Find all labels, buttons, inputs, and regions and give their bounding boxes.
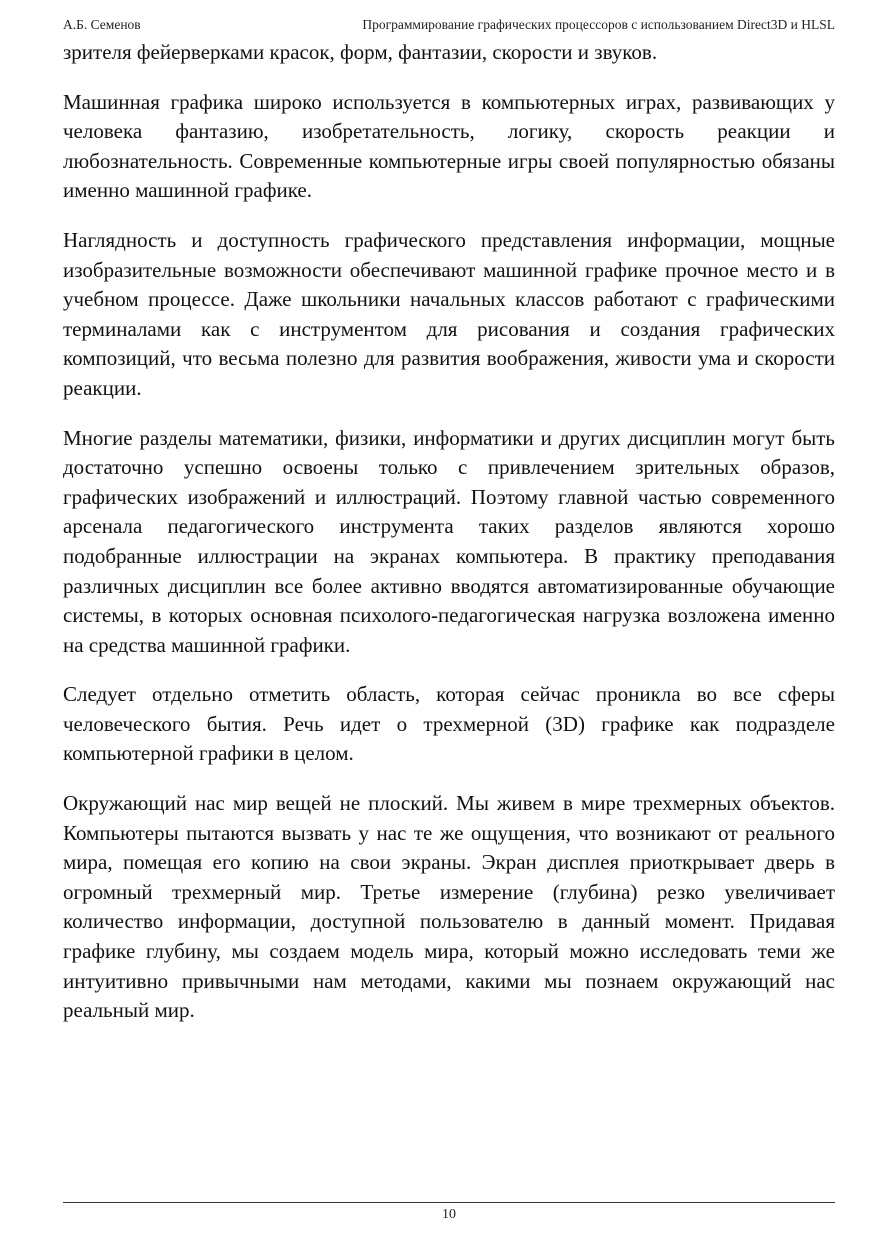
paragraph: Окружающий нас мир вещей не плоский. Мы живем в мире трехмерных объектов. Компьютеры пытаются вызвать у нас те же ощущения, что возникают от реального мира, помещая его копию на свои экраны. Экран дисплея приоткрывает дверь в огромный трехмерный мир. Третье измерение (глубина) резко увеличивает количество информации, доступной пользователю в данный момент. Придавая графике глубину, мы создаем модель мира, который можно исследовать теми же интуитивно привычными нам методами, какими мы познаем окружающий нас реальный мир. xyxy=(63,791,835,1023)
page-body xyxy=(63,38,835,1046)
paragraph: зрителя фейерверками красок, форм, фантазии, скорости и звуков. xyxy=(63,40,658,64)
footer-divider xyxy=(63,1202,835,1203)
paragraph: Следует отдельно отметить область, которая сейчас проникла во все сферы человеческого бытия. Речь идет о трехмерной (3D) графике как подразделе компьютерной графики в целом. xyxy=(63,682,835,766)
paragraph: Машинная графика широко используется в компьютерных играх, развивающих у человека фантазию, изобретательность, логику, скорость реакции и любознательность. Современные компьютерные игры своей популярностью обязаны именно машинной графике. xyxy=(63,89,835,203)
header-author: А.Б. Семенов xyxy=(63,17,141,32)
paragraph: Многие разделы математики, физики, информатики и других дисциплин могут быть достаточно успешно освоены только с привлечением зрительных образов, графических изображений и иллюстраций. Поэтому главной частью современного арсенала педагогического инструмента таких разделов являются хорошо подобранные иллюстрации на экранах компьютера. В практику преподавания различных дисциплин все более активно вводятся автоматизированные обучающие системы, в которых основная психолого-педагогическая нагрузка возложена именно на средства машинной графики. xyxy=(63,425,835,657)
paragraph: Наглядность и доступность графического представления информации, мощные изобразительные возможности обеспечивают машинной графике прочное место и в учебном процессе. Даже школьники начальных классов работают с графическими терминалами как с инструментом для рисования и создания графических композиций, что весьма полезно для развития воображения, живости ума и скорости реакции. xyxy=(63,227,835,400)
page-header xyxy=(63,16,835,34)
header-book-title: Программирование графических процессоров с использованием Direct3D и HLSL xyxy=(362,17,835,32)
page-number: 10 xyxy=(442,1207,456,1222)
